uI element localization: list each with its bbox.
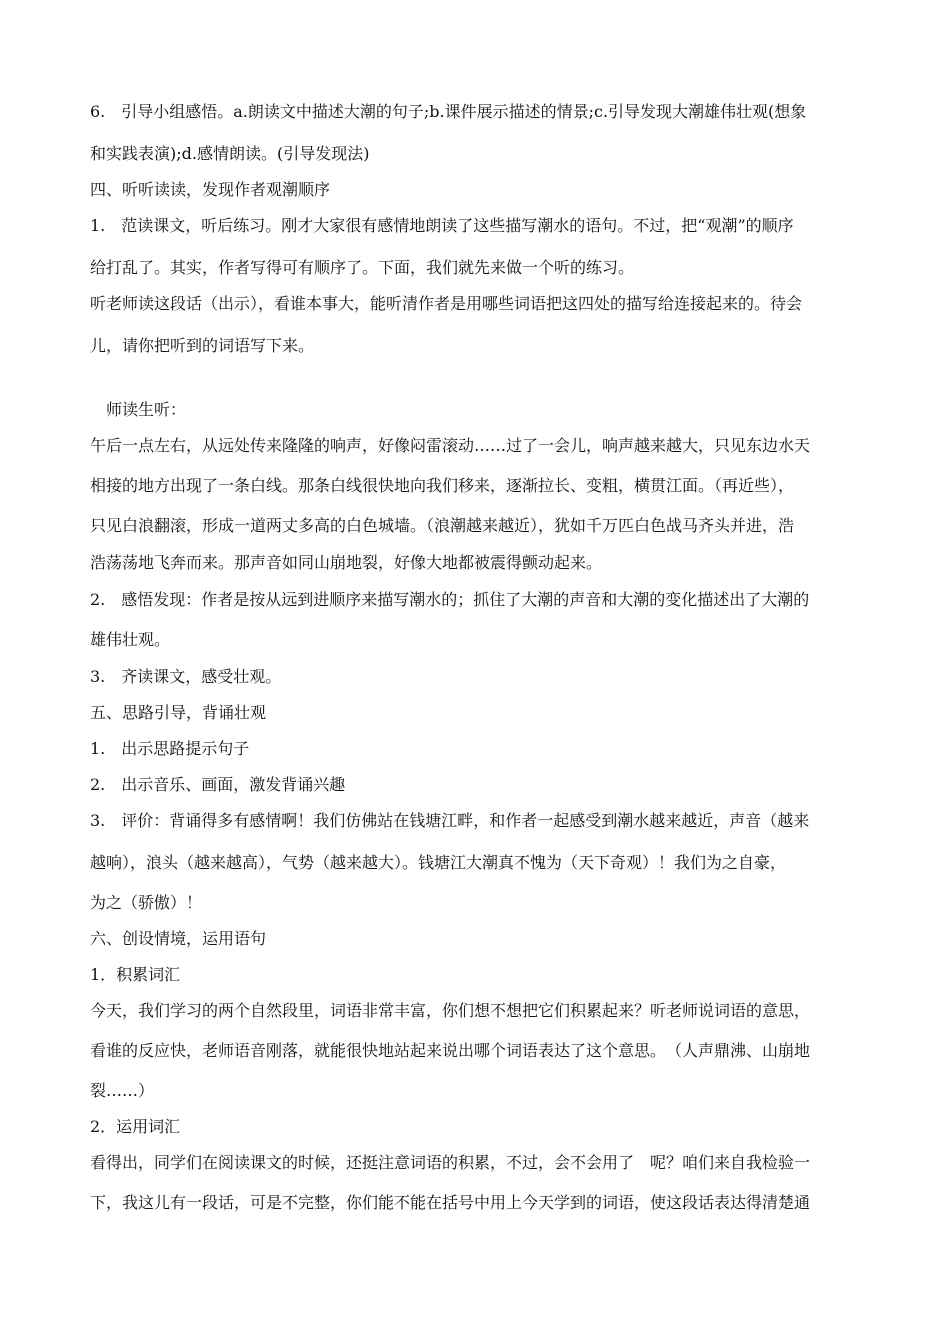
paragraph-line: 看得出，同学们在阅读课文的时候，还挺注意词语的积累，不过，会不会用了 呢？咱们来自我检验一 — [90, 1153, 811, 1172]
paragraph-line: 给打乱了。其实，作者写得可有顺序了。下面，我们就先来做一个听的练习。 — [90, 258, 635, 277]
paragraph-line: 2. 感悟发现：作者是按从远到进顺序来描写潮水的；抓住了大潮的声音和大潮的变化描述出了大潮的 — [90, 590, 810, 609]
paragraph-line: 为之（骄傲）！ — [90, 893, 203, 912]
paragraph-line: 下，我这儿有一段话，可是不完整，你们能不能在括号中用上今天学到的词语，使这段话表达得清楚通 — [90, 1193, 811, 1212]
section-heading: 六、创设情境，运用语句 — [90, 929, 267, 948]
paragraph-line: 相接的地方出现了一条白线。那条白线很快地向我们移来，逐渐拉长、变粗，横贯江面。（再近些）， — [90, 476, 795, 495]
section-heading: 四、听听读读，发现作者观潮顺序 — [90, 180, 331, 199]
paragraph-line: 听老师读这段话（出示），看谁本事大，能听清作者是用哪些词语把这四处的描写给连接起来的。待会 — [90, 294, 803, 313]
paragraph-line: 裂……） — [90, 1081, 155, 1100]
paragraph-line: 师读生听： — [106, 400, 187, 419]
paragraph-line: 越响），浪头（越来越高），气势（越来越大）。钱塘江大潮真不愧为（天下奇观）！我们为之自豪， — [90, 853, 787, 872]
paragraph-line: 浩荡荡地飞奔而来。那声音如同山崩地裂，好像大地都被震得颤动起来。 — [90, 553, 603, 572]
paragraph-line: 6. 引导小组感悟。a.朗读文中描述大潮的句子;b.课件展示描述的情景;c.引导发现大潮雄伟壮观(想象 — [90, 102, 807, 121]
paragraph-line: 今天，我们学习的两个自然段里，词语非常丰富，你们想不想把它们积累起来？听老师说词语的意思， — [90, 1001, 811, 1020]
section-heading: 五、思路引导，背诵壮观 — [90, 703, 267, 722]
paragraph-line: 3. 齐读课文，感受壮观。 — [90, 667, 282, 686]
paragraph-line: 儿，请你把听到的词语写下来。 — [90, 336, 315, 355]
paragraph-line: 看谁的反应快，老师语音刚落，就能很快地站起来说出哪个词语表达了这个意思。 （人声鼎沸、山崩地 — [90, 1041, 811, 1060]
paragraph-line: 雄伟壮观。 — [90, 630, 171, 649]
paragraph-line: 1. 范读课文，听后练习。刚才大家很有感情地朗读了这些描写潮水的语句。不过，把“观潮”的顺序 — [90, 216, 794, 235]
paragraph-line: 午后一点左右，从远处传来隆隆的响声，好像闷雷滚动……过了一会儿，响声越来越大，只见东边水天 — [90, 436, 811, 455]
subheading: 1．积累词汇 — [90, 965, 181, 984]
paragraph-line: 2. 出示音乐、画面，激发背诵兴趣 — [90, 775, 346, 794]
subheading: 2．运用词汇 — [90, 1117, 181, 1136]
paragraph-line: 和实践表演);d.感情朗读。(引导发现法) — [90, 144, 370, 163]
paragraph-line: 3. 评价：背诵得多有感情啊！我们仿佛站在钱塘江畔，和作者一起感受到潮水越来越近，声音（越来 — [90, 811, 810, 830]
paragraph-line: 1. 出示思路提示句子 — [90, 739, 250, 758]
paragraph-line: 只见白浪翻滚，形成一道两丈多高的白色城墙。（浪潮越来越近），犹如千万匹白色战马齐头并进，浩 — [90, 516, 795, 535]
